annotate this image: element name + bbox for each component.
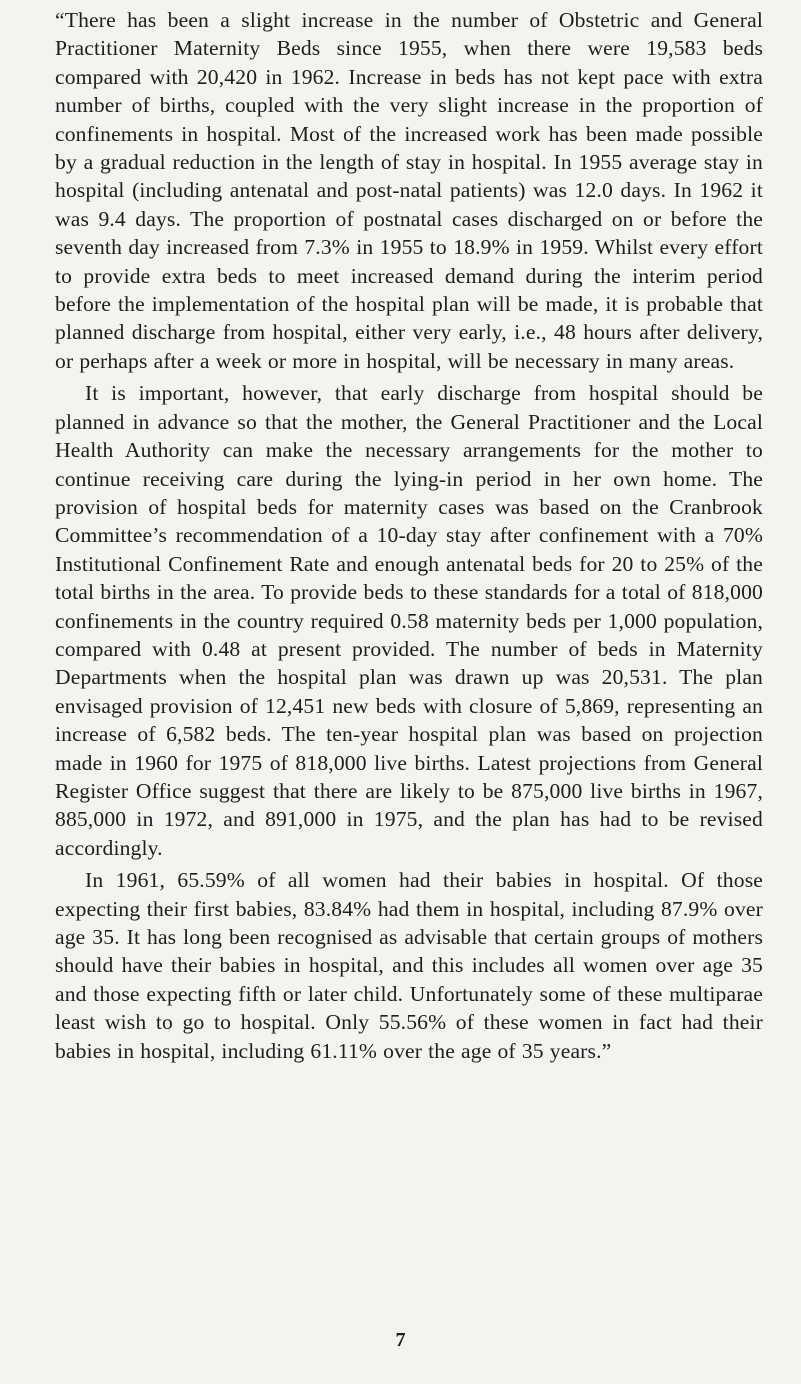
body-text xyxy=(55,6,763,1069)
page-number: 7 xyxy=(395,1329,406,1351)
paragraph-1: “There has been a slight increase in the number of Obstetric and General Practitioner Maternity Beds since 1955, when there were 19,583 beds compared with 20,420 in 1962. Increase in beds has not kept pace with extra number of births, coupled with the very slight increase in the proportion of confinements in hospital. Most of the increased work has been made possible by a gradual reduction in the length of stay in hospital. In 1955 average stay in hospital (including antenatal and post-natal patients) was 12.0 days. In 1962 it was 9.4 days. The proportion of postnatal cases discharged on or before the seventh day increased from 7.3% in 1955 to 18.9% in 1959. Whilst every effort to provide extra beds to meet increased demand during the interim period before the implementation of the hospital plan will be made, it is probable that planned discharge from hospital, either very early, i.e., 48 hours after delivery, or perhaps after a week or more in hospital, will be necessary in many areas. xyxy=(55,8,763,373)
paragraph-2: It is important, however, that early discharge from hospital should be planned in advance so that the mother, the General Practitioner and the Local Health Authority can make the necessary arrangements for the mother to continue receiving care during the lying-in period in her own home. The provision of hospital beds for maternity cases was based on the Cranbrook Committee’s recommendation of a 10-day stay after confinement with a 70% Institutional Confinement Rate and enough antenatal beds for 20 to 25% of the total births in the area. To provide beds to these standards for a total of 818,000 confinements in the country required 0.58 maternity beds per 1,000 population, compared with 0.48 at present provided. The number of beds in Maternity Departments when the hospital plan was drawn up was 20,531. The plan envisaged provision of 12,451 new beds with closure of 5,869, representing an increase of 6,582 beds. The ten-year hospital plan was based on projection made in 1960 for 1975 of 818,000 live births. Latest projections from General Register Office suggest that there are likely to be 875,000 live births in 1967, 885,000 in 1972, and 891,000 in 1975, and the plan has had to be revised accordingly. xyxy=(55,381,763,860)
paragraph-3: In 1961, 65.59% of all women had their babies in hospital. Of those expecting their first babies, 83.84% had them in hospital, including 87.9% over age 35. It has long been recognised as advisable that certain groups of mothers should have their babies in hospital, and this includes all women over age 35 and those expecting fifth or later child. Unfortunately some of these multiparae least wish to go to hospital. Only 55.56% of these women in fact had their babies in hospital, including 61.11% over the age of 35 years.” xyxy=(55,868,763,1063)
